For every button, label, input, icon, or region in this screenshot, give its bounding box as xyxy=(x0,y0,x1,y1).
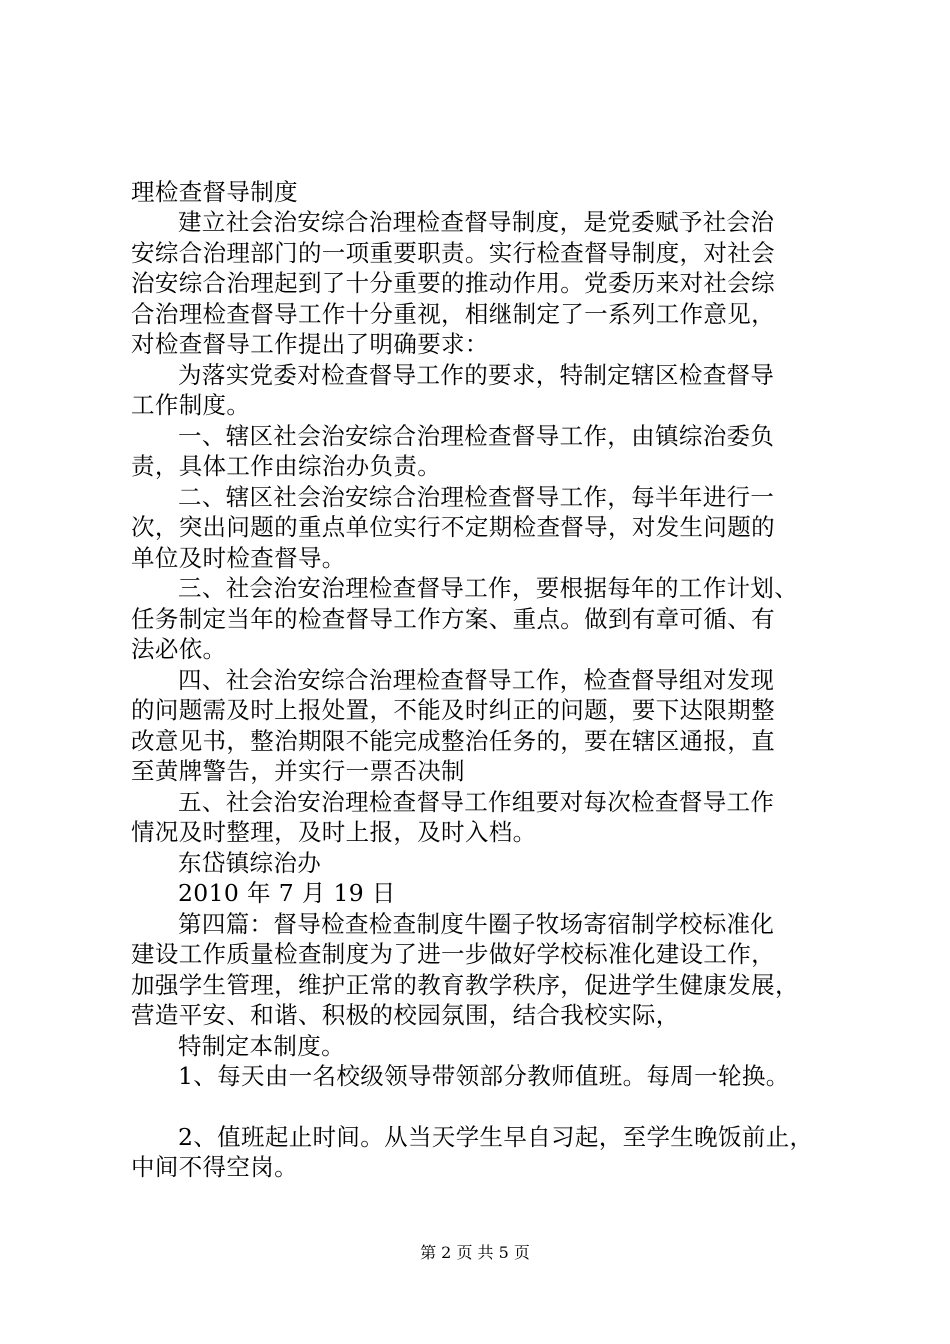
text-line: 对检查督导工作提出了明确要求： xyxy=(131,330,489,358)
text-line: 任务制定当年的检查督导工作方案、重点。做到有章可循、有 xyxy=(131,605,775,633)
text-line: 工作制度。 xyxy=(131,391,251,419)
text-line: 中间不得空岗。 xyxy=(131,1153,298,1181)
text-line: 单位及时检查督导。 xyxy=(131,544,346,572)
text-line: 改意见书，整治期限不能完成整治任务的，要在辖区通报，直 xyxy=(131,727,775,755)
text-line: 五、社会治安治理检查督导工作组要对每次检查督导工作 xyxy=(178,788,775,816)
page-footer: 第 2 页 共 5 页 xyxy=(420,1243,530,1262)
text-line: 1、每天由一名校级领导带领部分教师值班。每周一轮换。 xyxy=(178,1062,790,1090)
text-line: 安综合治理部门的一项重要职责。实行检查督导制度，对社会 xyxy=(131,239,775,267)
text-line: 次，突出问题的重点单位实行不定期检查督导，对发生问题的 xyxy=(131,513,775,541)
text-line: 建设工作质量检查制度为了进一步做好学校标准化建设工作， xyxy=(131,940,775,968)
text-line: 责，具体工作由综治办负责。 xyxy=(131,452,442,480)
text-line: 至黄牌警告，并实行一票否决制 xyxy=(131,757,465,785)
signature-org: 东岱镇综治办 xyxy=(178,849,322,877)
text-line: 合治理检查督导工作十分重视，相继制定了一系列工作意见， xyxy=(131,300,775,328)
section-heading: 第四篇：督导检查检查制度牛圈子牧场寄宿制学校标准化 xyxy=(178,910,775,938)
text-line: 建立社会治安综合治理检查督导制度，是党委赋予社会治 xyxy=(178,208,775,236)
text-line: 的问题需及时上报处置，不能及时纠正的问题，要下达限期整 xyxy=(131,696,775,724)
text-line: 三、社会治安治理检查督导工作，要根据每年的工作计划、 xyxy=(178,574,799,602)
text-line: 一、辖区社会治安综合治理检查督导工作，由镇综治委负 xyxy=(178,422,775,450)
text-line: 四、社会治安综合治理检查督导工作，检查督导组对发现 xyxy=(178,666,775,694)
text-line: 加强学生管理，维护正常的教育教学秩序，促进学生健康发展， xyxy=(131,971,799,999)
text-line: 法必依。 xyxy=(131,635,227,663)
text-line: 二、辖区社会治安综合治理检查督导工作，每半年进行一 xyxy=(178,483,775,511)
text-line: 情况及时整理，及时上报，及时入档。 xyxy=(131,818,537,846)
text-line: 特制定本制度。 xyxy=(178,1032,345,1060)
text-line: 营造平安、和谐、积极的校园氛围，结合我校实际， xyxy=(131,1001,680,1029)
text-line: 为落实党委对检查督导工作的要求，特制定辖区检查督导 xyxy=(178,361,775,389)
text-line: 2、值班起止时间。从当天学生早自习起，至学生晚饭前止， xyxy=(178,1123,814,1151)
signature-date: 2010 年 7 月 19 日 xyxy=(178,879,396,907)
text-line: 理检查督导制度 xyxy=(131,178,298,206)
text-line: 治安综合治理起到了十分重要的推动作用。党委历来对社会综 xyxy=(131,269,775,297)
